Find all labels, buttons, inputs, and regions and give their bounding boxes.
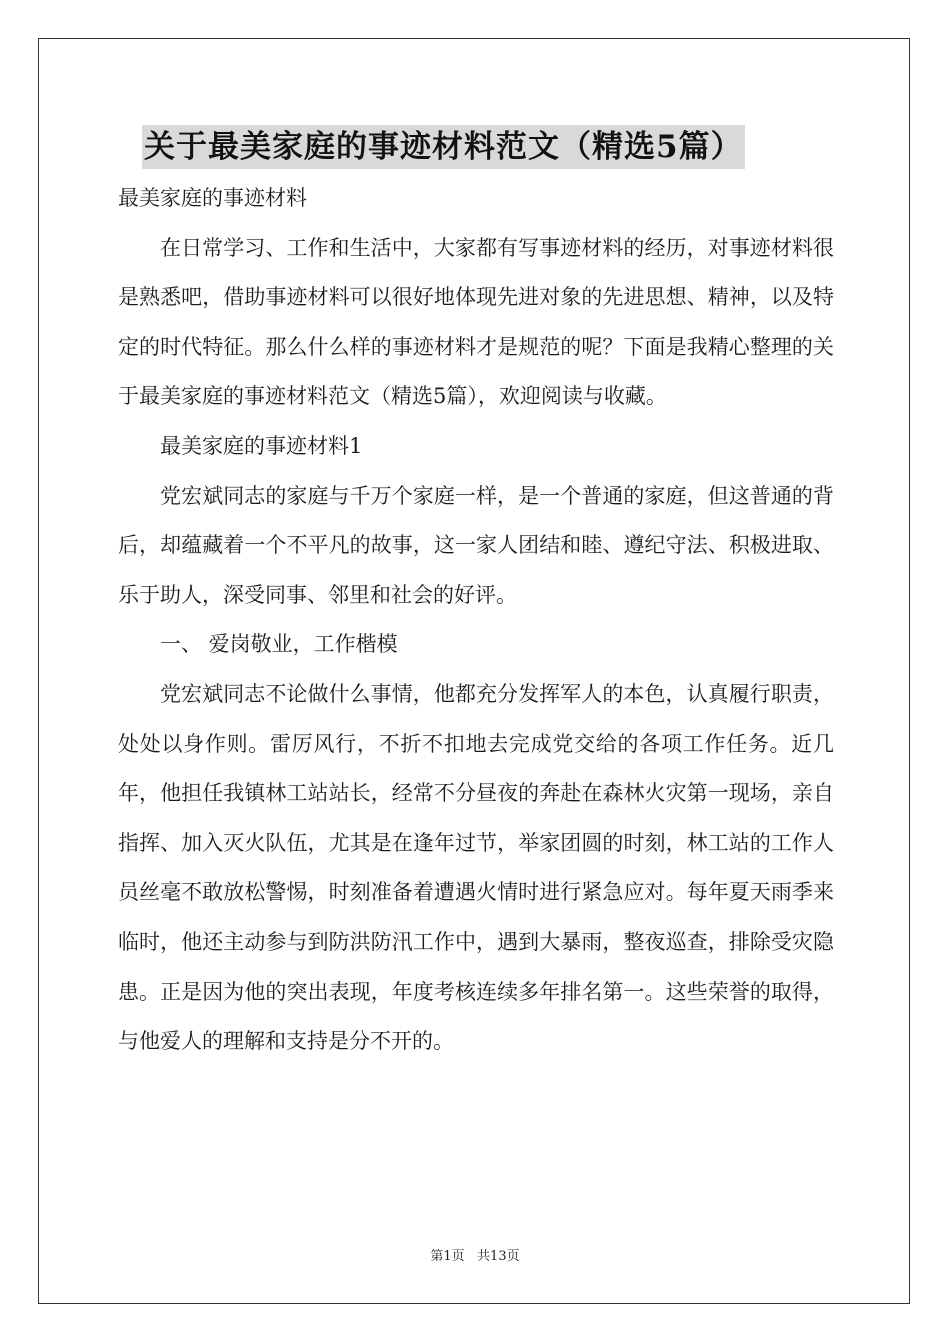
- subtitle: 最美家庭的事迹材料: [118, 186, 307, 210]
- page-number: 第1页 共13页: [430, 1249, 520, 1264]
- document-body: [118, 174, 834, 1067]
- body-paragraph: 党宏斌同志的家庭与千万个家庭一样，是一个普通的家庭，但这普通的背后，却蕴藏着一个不平凡的故事，这一家人团结和睦、遵纪守法、积极进取、乐于助人，深受同事、邻里和社会的好评。: [118, 483, 834, 607]
- document-title: 关于最美家庭的事迹材料范文（精选5篇）: [142, 125, 745, 169]
- body-paragraph: 党宏斌同志不论做什么事情，他都充分发挥军人的本色，认真履行职责，处处以身作则。雷厉风行，不折不扣地去完成党交给的各项工作任务。近几年，他担任我镇林工站站长，经常不分昼夜的奔赴在森林火灾第一现场，亲自指挥、加入灭火队伍，尤其是在逢年过节，举家团圆的时刻，林工站的工作人员丝毫不敢放松警惕，时刻准备着遭遇火情时进行紧急应对。每年夏天雨季来临时，他还主动参与到防洪防汛工作中，遇到大暴雨，整夜巡查，排除受灾隐患。正是因为他的突出表现，年度考核连续多年排名第一。这些荣誉的取得，与他爱人的理解和支持是分不开的。: [118, 681, 834, 1054]
- section-heading-1: 最美家庭的事迹材料1: [160, 433, 363, 458]
- intro-paragraph: 在日常学习、工作和生活中，大家都有写事迹材料的经历，对事迹材料很是熟悉吧，借助事迹材料可以很好地体现先进对象的先进思想、精神，以及特定的时代特征。那么什么样的事迹材料才是规范的呢？下面是我精心整理的关于最美家庭的事迹材料范文（精选5篇），欢迎阅读与收藏。: [118, 235, 834, 409]
- subsection-heading: 一、 爱岗敬业，工作楷模: [160, 632, 398, 657]
